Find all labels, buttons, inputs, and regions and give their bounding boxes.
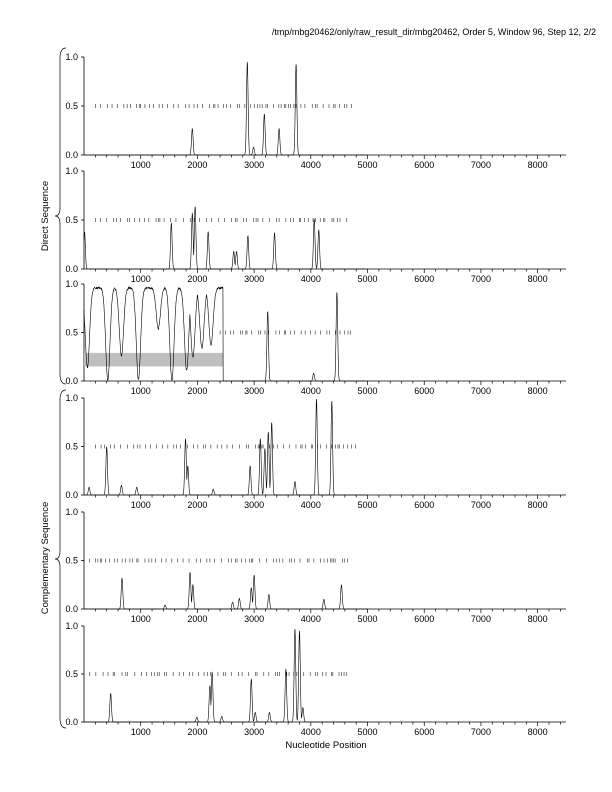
y-tick-label: 0.0 xyxy=(65,490,78,500)
y-tick-label: 0.5 xyxy=(65,669,78,679)
x-tick-label: 3000 xyxy=(244,160,265,170)
signal-line xyxy=(84,207,368,269)
y-tick-label: 1.0 xyxy=(65,166,78,176)
x-tick-label: 5000 xyxy=(357,500,378,510)
panel-4 xyxy=(65,393,566,510)
x-tick-label: 8000 xyxy=(527,727,548,737)
complementary-group-brace xyxy=(55,390,66,728)
x-tick-label: 3000 xyxy=(244,274,265,284)
x-tick-label: 7000 xyxy=(470,160,491,170)
y-tick-label: 0.5 xyxy=(65,101,78,111)
complementary-sequence-label: Complementary Sequence xyxy=(40,501,51,615)
x-tick-label: 1000 xyxy=(130,274,151,284)
x-tick-label: 8000 xyxy=(527,274,548,284)
x-tick-label: 3000 xyxy=(244,500,265,510)
x-tick-label: 8000 xyxy=(527,160,548,170)
group-braces xyxy=(55,48,66,728)
y-tick-label: 1.0 xyxy=(65,52,78,62)
x-tick-label: 4000 xyxy=(300,727,321,737)
x-tick-label: 3000 xyxy=(244,727,265,737)
x-tick-label: 5000 xyxy=(357,614,378,624)
x-tick-label: 2000 xyxy=(187,274,208,284)
x-tick-label: 7000 xyxy=(470,500,491,510)
x-tick-label: 7000 xyxy=(470,274,491,284)
x-tick-label: 4000 xyxy=(300,160,321,170)
y-tick-label: 0.0 xyxy=(65,604,78,614)
direct-group-brace xyxy=(55,48,66,384)
signal-line xyxy=(84,629,368,722)
x-tick-label: 8000 xyxy=(527,500,548,510)
x-axis-label: Nucleotide Position xyxy=(285,740,367,751)
x-tick-label: 1000 xyxy=(130,160,151,170)
x-tick-label: 6000 xyxy=(414,274,435,284)
chart-panels xyxy=(65,52,566,737)
x-tick-label: 1000 xyxy=(130,386,151,396)
x-tick-label: 3000 xyxy=(244,386,265,396)
y-tick-label: 0.5 xyxy=(65,327,78,338)
x-tick-label: 1000 xyxy=(130,614,151,624)
x-tick-label: 7000 xyxy=(470,614,491,624)
figure-title: /tmp/mbg20462/only/raw_result_dir/mbg20462, Order 5, Window 96, Step 12, 2/2 xyxy=(271,27,596,37)
y-tick-label: 0.0 xyxy=(65,376,78,386)
signal-line xyxy=(84,62,368,155)
y-tick-label: 0.5 xyxy=(65,441,78,452)
x-tick-label: 5000 xyxy=(357,386,378,396)
y-tick-label: 0.0 xyxy=(65,150,78,160)
y-tick-label: 0.0 xyxy=(65,264,78,274)
y-tick-label: 0.0 xyxy=(65,717,78,727)
x-tick-label: 8000 xyxy=(527,386,548,396)
signal-line xyxy=(84,572,368,609)
x-tick-label: 4000 xyxy=(300,614,321,624)
x-tick-label: 2000 xyxy=(187,500,208,510)
y-tick-label: 0.5 xyxy=(65,555,78,566)
x-tick-label: 6000 xyxy=(414,614,435,624)
x-tick-label: 6000 xyxy=(414,727,435,737)
y-tick-label: 1.0 xyxy=(65,279,78,289)
signal-line xyxy=(84,399,368,495)
panel-5 xyxy=(65,507,566,624)
x-tick-label: 2000 xyxy=(187,160,208,170)
x-tick-label: 6000 xyxy=(414,500,435,510)
x-tick-label: 3000 xyxy=(244,614,265,624)
x-tick-label: 2000 xyxy=(187,386,208,396)
panel-6 xyxy=(65,621,566,737)
panel-3 xyxy=(65,279,566,396)
x-tick-label: 6000 xyxy=(414,386,435,396)
y-tick-label: 1.0 xyxy=(65,621,78,631)
x-tick-label: 7000 xyxy=(470,727,491,737)
x-tick-label: 1000 xyxy=(130,500,151,510)
x-tick-label: 2000 xyxy=(187,727,208,737)
x-tick-label: 7000 xyxy=(470,386,491,396)
y-tick-label: 1.0 xyxy=(65,393,78,403)
y-tick-label: 1.0 xyxy=(65,507,78,517)
x-tick-label: 8000 xyxy=(527,614,548,624)
x-tick-label: 4000 xyxy=(300,386,321,396)
x-tick-label: 5000 xyxy=(357,160,378,170)
x-tick-label: 2000 xyxy=(187,614,208,624)
x-tick-label: 4000 xyxy=(300,500,321,510)
x-tick-label: 1000 xyxy=(130,727,151,737)
panel-1 xyxy=(65,52,566,170)
direct-sequence-label: Direct Sequence xyxy=(40,180,51,252)
x-tick-label: 6000 xyxy=(414,160,435,170)
y-tick-label: 0.5 xyxy=(65,215,78,225)
panel-2 xyxy=(65,166,566,284)
x-tick-label: 5000 xyxy=(357,727,378,737)
x-tick-label: 5000 xyxy=(357,274,378,284)
shaded-band xyxy=(84,353,223,367)
x-tick-label: 4000 xyxy=(300,274,321,284)
